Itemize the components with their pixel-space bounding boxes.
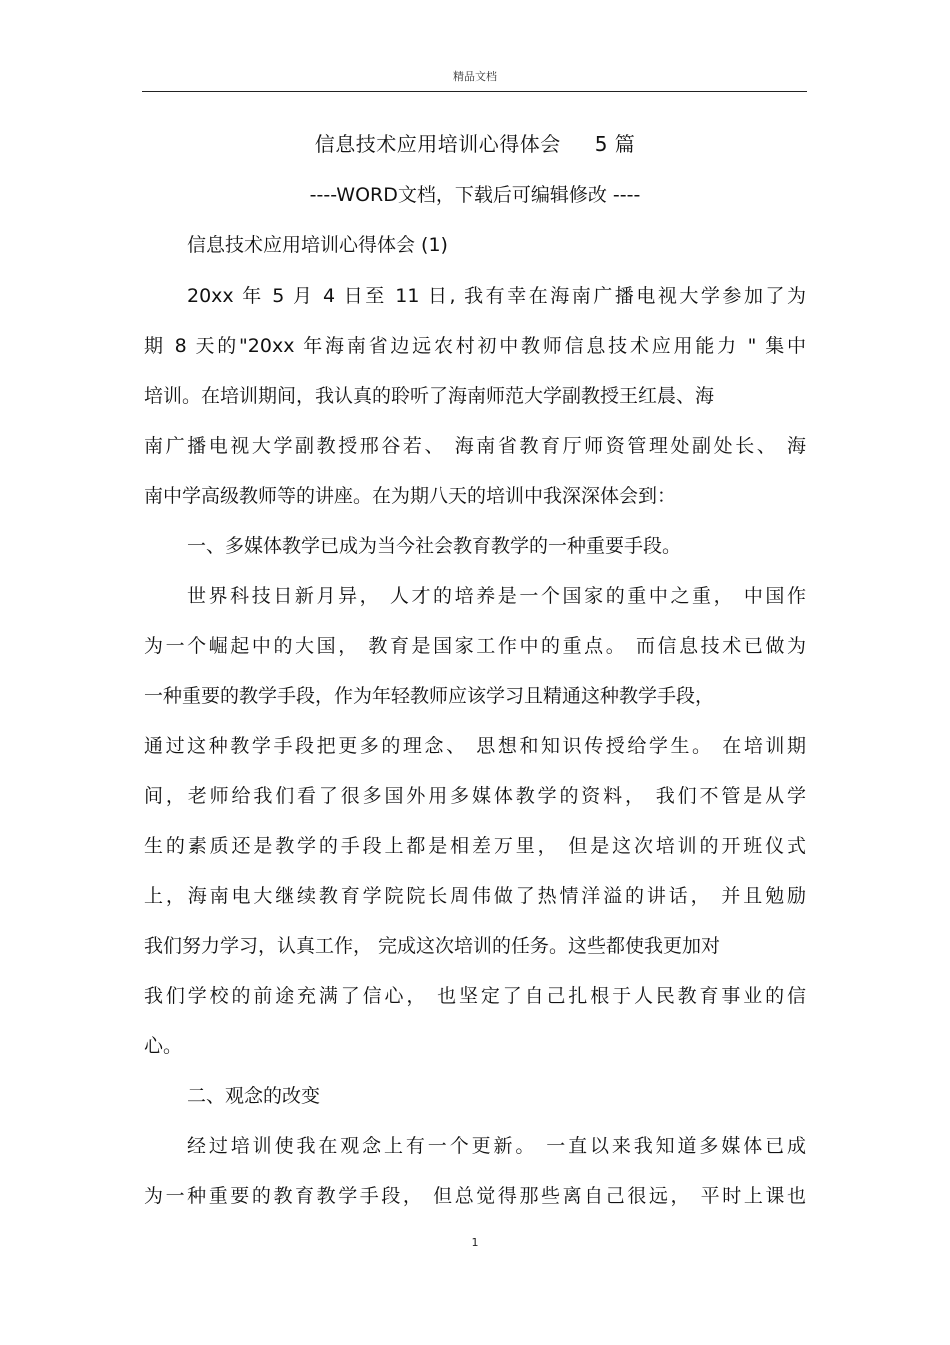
- document-title: [0, 128, 950, 157]
- paragraph-line: 为一个崛起中的大国， 教育是国家工作中的重点。 而信息技术已做为: [144, 635, 806, 657]
- paragraph-line: 间，老师给我们看了很多国外用多媒体教学的资料， 我们不管是从学: [144, 785, 806, 807]
- paragraph-line: 我们努力学习，认真工作， 完成这次培训的任务。这些都使我更加对: [144, 935, 721, 957]
- page-number: 1: [471, 1236, 479, 1249]
- document-subtitle: ----WORD文档，下载后可编辑修改 ----: [309, 184, 641, 206]
- paragraph-line: 生的素质还是教学的手段上都是相差万里， 但是这次培训的开班仪式: [144, 835, 806, 857]
- header-divider: [142, 91, 807, 92]
- paragraph-line: 我们学校的前途充满了信心， 也坚定了自己扎根于人民教育事业的信: [144, 985, 806, 1007]
- paragraph-line: 南中学高级教师等的讲座。在为期八天的培训中我深深体会到：: [144, 485, 677, 507]
- paragraph-line: 上，海南电大继续教育学院院长周伟做了热情洋溢的讲话， 并且勉励: [144, 885, 806, 907]
- paragraph-line: 培训。在培训期间，我认真的聆听了海南师范大学副教授王红晨、海: [144, 385, 715, 407]
- paragraph-line: 为一种重要的教育教学手段， 但总觉得那些离自己很远， 平时上课也: [144, 1185, 806, 1207]
- paragraph-line: 世界科技日新月异， 人才的培养是一个国家的重中之重， 中国作: [187, 585, 806, 607]
- header-label: 精品文档: [453, 70, 497, 83]
- paragraph-line: 一种重要的教学手段，作为年轻教师应该学习且精通这种教学手段，: [144, 685, 715, 707]
- paragraph-line: 心。: [144, 1035, 183, 1057]
- title-count: 5 篇: [594, 132, 636, 156]
- paragraph-line: 一、多媒体教学已成为当今社会教育教学的一种重要手段。: [187, 535, 682, 557]
- paragraph-line: 南广播电视大学副教授邢谷若、 海南省教育厅师资管理处副处长、 海: [144, 435, 806, 457]
- paragraph-line: 期 8 天的"20xx 年海南省边远农村初中教师信息技术应用能力 " 集中: [144, 335, 806, 357]
- paragraph-line: 通过这种教学手段把更多的理念、 思想和知识传授给学生。 在培训期: [144, 735, 806, 757]
- section-heading: 二、观念的改变: [187, 1085, 321, 1107]
- title-main: 信息技术应用培训心得体会: [314, 132, 561, 156]
- section-heading: 信息技术应用培训心得体会 (1): [187, 234, 448, 256]
- paragraph-line: 经过培训使我在观念上有一个更新。 一直以来我知道多媒体已成: [187, 1135, 806, 1157]
- paragraph-line: 20xx 年 5 月 4 日至 11 日, 我有幸在海南广播电视大学参加了为: [187, 285, 806, 307]
